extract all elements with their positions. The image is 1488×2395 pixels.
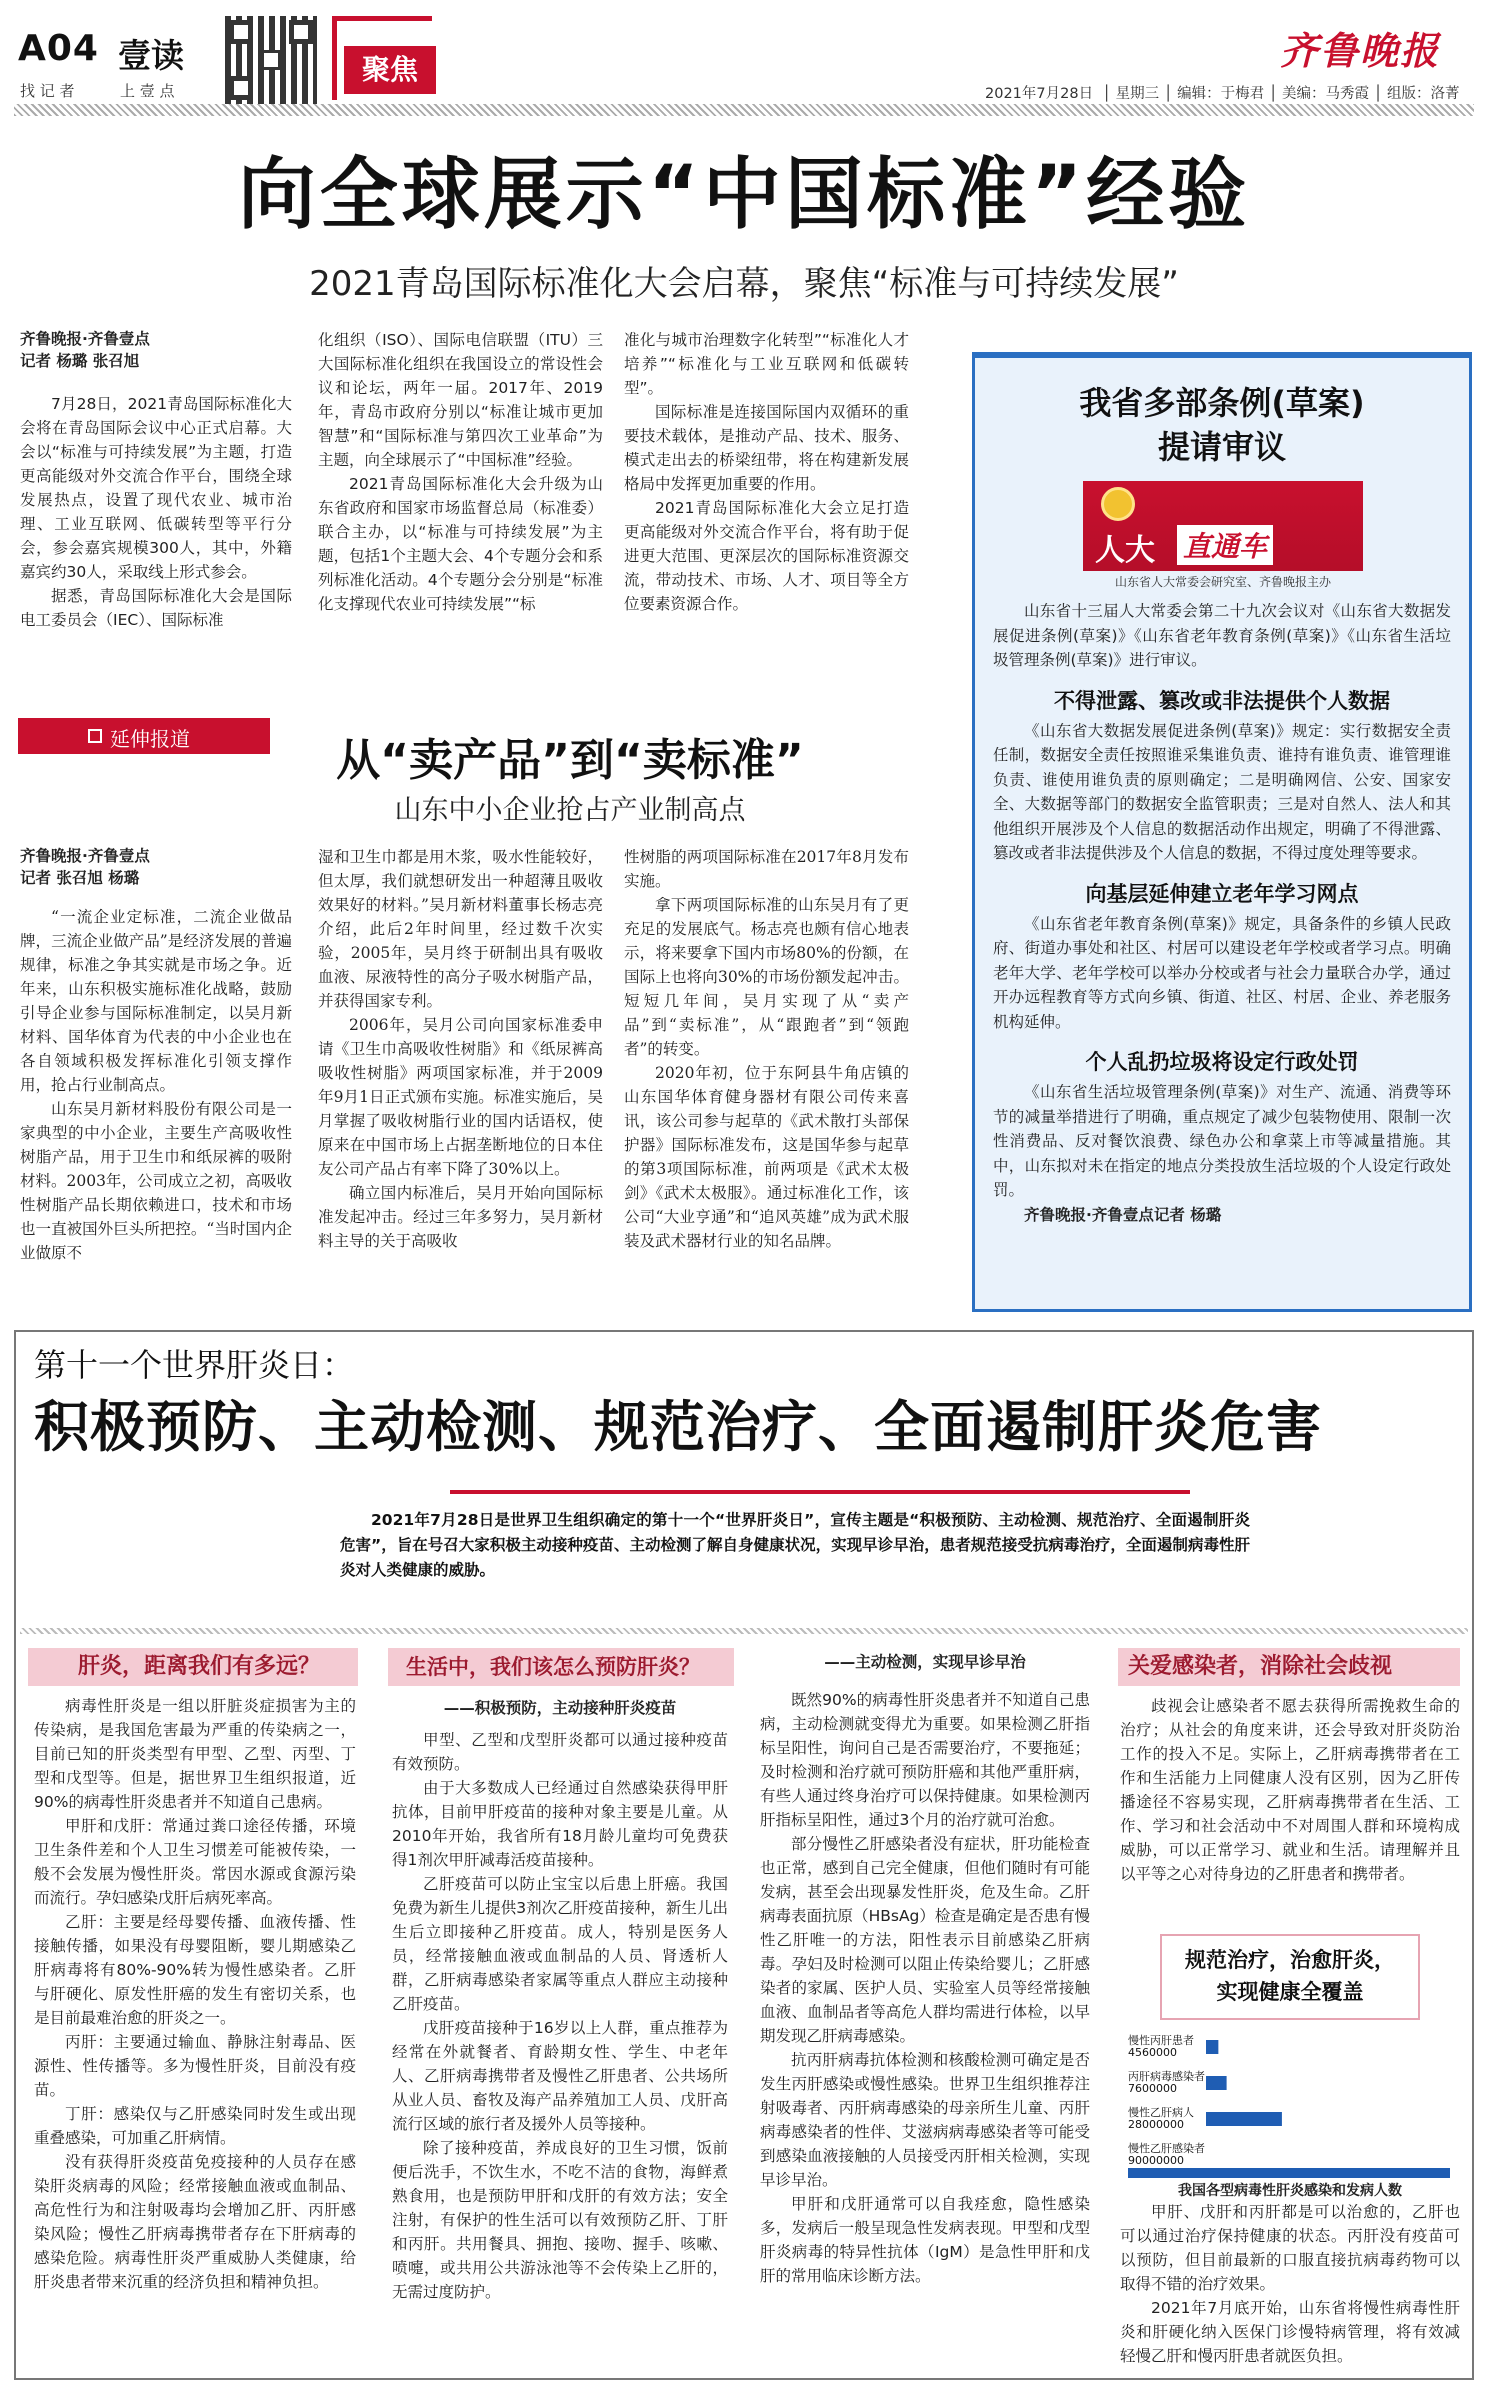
bar (1206, 2112, 1282, 2126)
date-line: 2021年7月28日 │ 星期三 │ 编辑：于梅君 │ 美编：马秀霞 │ 组版：洛菁 (985, 86, 1460, 102)
bar (1128, 2168, 1450, 2178)
article1-col3: 准化与城市治理数字化转型”“标准化人才培养”“标准化与工业互联网和低碳转型”。 国际标准是连接国际国内双循环的重要技术载体，是推动产品、技术、服务、模式走出去的桥梁纽带，将在构建新发展格局中发挥更加重要的作用。 2021青岛国际标准化大会立足打造更高能级对外交流合作平台，将有助于促进更大范围、更深层次的国际标准资源交流，带动技术、市场、人才、项目等全方位要素资源合作。 (624, 331, 909, 613)
sidebar-credit: 齐鲁晚报·齐鲁壹点记者 杨璐 (1024, 1205, 1222, 1224)
bar-value-label: 28000000 (1128, 2118, 1184, 2131)
section-name: 壹读 (118, 36, 184, 75)
article2-col3: 性树脂的两项国际标准在2017年8月发布实施。 拿下两项国际标准的山东吴月有了更充足的发展底气。杨志亮也颇有信心地表示，将来要拿下国内市场80%的份额，在国际上也将向30%的市场份额发起冲击。短短几年间，吴月实现了从“卖产品”到“卖标准”，从“跟跑者”到“领跑者”的转变。 2020年初，位于东阿县牛角店镇的山东国华体育健身器材有限公司传来喜讯，该公司参与起草的《武术散打头部保护器》国际标准发布，这是国华参与起草的第3项国际标准，前两项是《武术太极剑》《武术太极服》。通过标准化工作，该公司“大业亨通”和“追风英雄”成为武术服装及武术器材行业的知名品牌。 (624, 848, 909, 1250)
on-app: 上 壹 点 (120, 82, 175, 100)
emblem-icon (1101, 487, 1135, 521)
bar-value-label: 4560000 (1128, 2046, 1177, 2059)
npc-logo-banner: 人大 直通车 (1083, 481, 1363, 571)
article2-subtitle: 山东中小企业抢占产业制高点 (394, 795, 746, 826)
focus-tag: 聚焦 (332, 16, 442, 108)
main-subheadline: 2021青岛国际标准化大会启幕，聚焦“标准与可持续发展” (309, 264, 1179, 304)
chart-title: 规范治疗，治愈肝炎， 实现健康全覆盖 (1185, 1948, 1395, 2004)
hepatitis-col3: ——主动检测，实现早诊早治 既然90%的病毒性肝炎患者并不知道自己患病，主动检测就变得尤为重要。如果检测乙肝指标呈阳性，询问自己是否需要治疗，不要拖延；及时检测和治疗就可预防肝癌和其他严重肝病，有些人通过终身治疗可以保持健康。如果检测丙肝指标呈阳性，通过3个月的治疗就可治愈。 部分慢性乙肝感染者没有症状，肝功能检查也正常，感到自己完全健康，但他们随时有可能发病，甚至会出现暴发性肝炎，危及生命。乙肝病毒表面抗原（HBsAg）检查是确定是否患有慢性乙肝唯一的方法，阳性表示目前感染乙肝病毒。孕妇及时检测可以阻止传染给婴儿；乙肝感染者的家属、医护人员、实验室人员等经常接触血液、血制品者等高危人群均需进行体检，以早期发现乙肝病毒感染。 抗丙肝病毒抗体检测和核酸检测可确定是否发生丙肝感染或慢性感染。世界卫生组织推荐注射吸毒者、丙肝病毒感染的母亲所生儿童、丙肝病毒感染者的性伴、艾滋病病毒感染者等可能受到感染血液接触的人员接受丙肝相关检测，实现早诊早治。 甲肝和戊肝通常可以自我痊愈，隐性感染多，发病后一般呈现急性发病表现。甲型和戊型肝炎病毒的特异性抗体（IgM）是急性甲肝和戊肝的常用临床诊断方法。 (760, 1653, 1090, 2285)
sidebar-heading-3: 个人乱扔垃圾将设定行政处罚 (1085, 1050, 1359, 1074)
main-headline: 向全球展示“中国标准”经验 (237, 150, 1251, 240)
bar (1206, 2040, 1218, 2054)
hepatitis-col2: ——积极预防，主动接种肝炎疫苗 甲型、乙型和戊型肝炎都可以通过接种疫苗有效预防。 由于大多数成人已经通过自然感染获得甲肝抗体，目前甲肝疫苗的接种对象主要是儿童。从2010年开始，我省所有18月龄儿童均可免费获得1剂次甲肝减毒活疫苗接种。 乙肝疫苗可以防止宝宝以后患上肝癌。我国免费为新生儿提供3剂次乙肝疫苗接种，新生儿出生后立即接种乙肝疫苗。成人，特别是医务人员，经常接触血液或血制品的人员、肾透析人群，乙肝病毒感染者家属等重点人群应主动接种乙肝疫苗。 戊肝疫苗接种于16岁以上人群，重点推荐为经常在外就餐者、育龄期女性、学生、中老年人、乙肝病毒携带者及慢性乙肝患者、公共场所从业人员、畜牧及海产品养殖加工人员、戊肝高流行区域的旅行者及援外人员等接种。 除了接种疫苗，养成良好的卫生习惯，饭前便后洗手，不饮生水，不吃不洁的食物，海鲜煮熟食用，也是预防甲肝和戊肝的有效方法；安全注射，有保护的性生活可以有效预防乙肝、丁肝和丙肝。共用餐具、拥抱、接吻、握手、咳嗽、喷嚏，或共用公共游泳池等不会传染上乙肝的，无需过度防护。 (392, 1699, 728, 2301)
hepatitis-title: 积极预防、主动检测、规范治疗、全面遏制肝炎危害 (34, 1395, 1323, 1459)
bar-category-label: 慢性乙肝感染者 (1128, 2142, 1205, 2155)
npc-sidebar: 我省多部条例(草案) 提请审议 人大 直通车 山东省人大常委会研究室、齐鲁晚报主办 山东省十三届人大常委会第二十九次会议对《山东省大数据发展促进条例(草案)》《山东省老年教育条例(草案)》《山东省生活垃圾管理条例(草案)》进行审议。 不得泄露、篡改或非法提供个人数据 《山东省大数据发展促进条例(草案)》规定：实行数据安全责任制，数据安全责任按照谁采集谁负责、谁持有谁负责、谁管理谁负责、谁使用谁负责的原则确定；二是明确网信、公安、国家安全、大数据等部门的数据安全监管职责；三是对自然人、法人和其他组织开展涉及个人信息的数据活动作出规定，明确了不得泄露、篡改或者非法提供涉及个人信息的数据，不得过度处理等要求。 向基层延伸建立老年学习网点 《山东省老年教育条例(草案)》规定，具备条件的乡镇人民政府、街道办事处和社区、村居可以建设老年学校或者学习点。明确老年大学、老年学校可以举办分校或者与社会力量联合办学，通过开办远程教育等方式向乡镇、街道、社区、村居、企业、养老服务机构延伸。 个人乱扔垃圾将设定行政处罚 《山东省生活垃圾管理条例(草案)》对生产、流通、消费等环节的减量举措进行了明确，重点规定了减少包装物使用、限制一次性消费品、反对餐饮浪费、绿色办公和拿菜上市等减量措施。其中，山东拟对未在指定的地点分类投放生活垃圾的个人设定行政处罚。 齐鲁晚报·齐鲁壹点记者 杨璐 (972, 352, 1472, 1312)
sidebar-heading-2: 向基层延伸建立老年学习网点 (1085, 881, 1359, 906)
extended-report-label: 延伸报道 (18, 718, 270, 754)
sidebar-title: 我省多部条例(草案) 提请审议 (1079, 384, 1365, 466)
sidebar-heading-1: 不得泄露、篡改或非法提供个人数据 (1054, 688, 1390, 713)
hepatitis-kicker: 第十一个世界肝炎日： (34, 1346, 355, 1384)
bar-value-label: 90000000 (1128, 2154, 1184, 2167)
bar-category-label: 丙肝病毒感染者 (1128, 2070, 1205, 2083)
logo-caption: 山东省人大常委会研究室、齐鲁晚报主办 (1114, 575, 1331, 589)
article2-col2: 湿和卫生巾都是用木浆，吸水性能较好，但太厚，我们就想研发出一种超薄且吸收效果好的材料。”吴月新材料董事长杨志亮介绍，此后2年时间里，经过数千次实验，2005年，吴月终于研制出具有吸收血液、尿液特性的高分子吸水树脂产品，并获得国家专利。 2006年，吴月公司向国家标准委申请《卫生巾高吸收性树脂》和《纸尿裤高吸收性树脂》两项国家标准，并于2009年9月1日正式颁布实施。标准实施后，吴月掌握了吸收树脂行业的国内话语权，使原来在中国市场上占据垄断地位的日本住友公司产品占有率下降了30%以上。 确立国内标准后，吴月开始向国际标准发起冲击。经过三年多努力，吴月新材料主导的关于高吸收 (318, 848, 603, 1250)
brand-logo: 齐鲁晚报 (1280, 28, 1441, 73)
bar-category-label: 慢性乙肝病人 (1128, 2106, 1194, 2119)
hepatitis-chart-card (1120, 1934, 1460, 2199)
section-head-4: 关爱感染者，消除社会歧视 (1118, 1648, 1460, 1686)
article1-col2: 化组织（ISO）、国际电信联盟（ITU）三大国际标准化组织在我国设立的常设性会议和论坛，两年一届。2017年、2019年，青岛市政府分别以“标准让城市更加智慧”和“国际标准与第四次工业革命”为主题，向全球展示了“中国标准”经验。 2021青岛国际标准化大会升级为山东省政府和国家市场监督总局（标准委）联合主办，以“标准与可持续发展”为主题，包括1个主题大会、4个专题分会和系列标准化活动。4个专题分会分别是“标准化支撑现代农业可持续发展”“标 (318, 331, 603, 613)
page-number: A04 (18, 28, 99, 69)
section-head-2: 生活中，我们该怎么预防肝炎？ (388, 1648, 734, 1686)
article1-col1: 齐鲁晚报·齐鲁壹点 记者 杨璐 张召旭 7月28日，2021青岛国际标准化大会将在青岛国际会议中心正式启幕。大会以“标准与可持续发展”为主题，打造更高能级对外交流合作平台，围绕全球发展热点，设置了现代农业、城市治理、工业互联网、低碳转型等平行分会，参会嘉宾规模300人，其中，外籍嘉宾约30人，采取线上形式参会。 据悉，青岛国际标准化大会是国际电工委员会（IEC）、国际标准 (20, 330, 292, 629)
find-reporter: 找 记 者 (20, 82, 75, 100)
section-head-1: 肝炎，距离我们有多远？ (28, 1648, 358, 1686)
hepatitis-col1: 病毒性肝炎是一组以肝脏炎症损害为主的传染病，是我国危害最为严重的传染病之一，目前已知的肝炎类型有甲型、乙型、丙型、丁型和戊型等。但是，据世界卫生组织报道，近90%的病毒性肝炎患者并不知道自己患病。 甲肝和戊肝：常通过粪口途径传播，环境卫生条件差和个人卫生习惯差可能被传染，一般不会发展为慢性肝炎。常因水源或食源污染而流行。孕妇感染戊肝后病死率高。 乙肝：主要是经母婴传播、血液传播、性接触传播，如果没有母婴阻断，婴儿期感染乙肝病毒将有80%-90%转为慢性感染者。乙肝与肝硬化、原发性肝癌的发生有密切关系，也是目前最难治愈的肝炎之一。 丙肝：主要通过输血、静脉注射毒品、医源性、性传播等。多为慢性肝炎，目前没有疫苗。 丁肝：感染仅与乙肝感染同时发生或出现重叠感染，可加重乙肝病情。 没有获得肝炎疫苗免疫接种的人员存在感染肝炎病毒的风险；经常接触血液或血制品、高危性行为和注射吸毒均会增加乙肝、丙肝感染风险；慢性乙肝病毒携带者存在下肝病毒的感染危险。病毒性肝炎严重威胁人类健康，给肝炎患者带来沉重的经济负担和精神负担。 (34, 1697, 356, 2291)
masthead-rule (14, 104, 1474, 116)
chart-caption: 我国各型病毒性肝炎感染和发病人数 (1178, 2183, 1402, 2199)
hepatitis-bar-chart (1120, 2030, 1460, 2180)
bar-value-label: 7600000 (1128, 2082, 1177, 2095)
hepatitis-col4-top: 歧视会让感染者不愿去获得所需挽救生命的治疗；从社会的角度来讲，还会导致对肝炎防治工作的投入不足。实际上，乙肝病毒携带者在工作和生活能力上同健康人没有区别，因为乙肝传播途径不容易实现，乙肝病毒携带者在生活、工作、学习和社会活动中不对周围人群和环境构成威胁，可以正常学习、就业和生活。请理解并且以平等之心对待身边的乙肝患者和携带者。 (1120, 1697, 1460, 1883)
article2-title: 从“卖产品”到“卖标准” (336, 735, 804, 786)
bar (1206, 2076, 1227, 2090)
article2-col1: 齐鲁晚报·齐鲁壹点 记者 张召旭 杨璐 “一流企业定标准，二流企业做品牌，三流企业做产品”是经济发展的普遍规律，标准之争其实就是市场之争。近年来，山东积极实施标准化战略，鼓励引导企业参与国际标准制定，以吴月新材料、国华体育为代表的中小企业也在各自领域积极发挥标准化引领支撑作用，抢占行业制高点。 山东吴月新材料股份有限公司是一家典型的中小企业，主要生产高吸收性树脂产品，用于卫生巾和纸尿裤的吸附材料。2003年，公司成立之初，高吸收性树脂产品长期依赖进口，技术和市场也一直被国外巨头所把控。“当时国内企业做原不 (20, 847, 292, 1262)
hepatitis-col4-bottom: 甲肝、戊肝和丙肝都是可以治愈的，乙肝也可以通过治疗保持健康的状态。丙肝没有疫苗可以预防，但目前最新的口服直接抗病毒药物可以取得不错的治疗效果。 2021年7月底开始，山东省将慢性病毒性肝炎和肝硬化纳入医保门诊慢特病管理，将有效减轻慢乙肝和慢丙肝患者就医负担。 (1120, 2203, 1460, 2365)
masthead (0, 0, 1488, 118)
hepatitis-lead: 2021年7月28日是世界卫生组织确定的第十一个“世界肝炎日”，宣传主题是“积极预防、主动检测、规范治疗、全面遏制肝炎危害”，旨在号召大家积极主动接种疫苗、主动检测了解自身健康状况，实现早诊早治，患者规范接受抗病毒治疗，全面遏制病毒性肝炎对人类健康的威胁。 (340, 1511, 1250, 1579)
bar-category-label: 慢性丙肝患者 (1128, 2034, 1194, 2047)
label-square-icon (88, 729, 102, 743)
qr-code-icon[interactable] (225, 16, 317, 104)
